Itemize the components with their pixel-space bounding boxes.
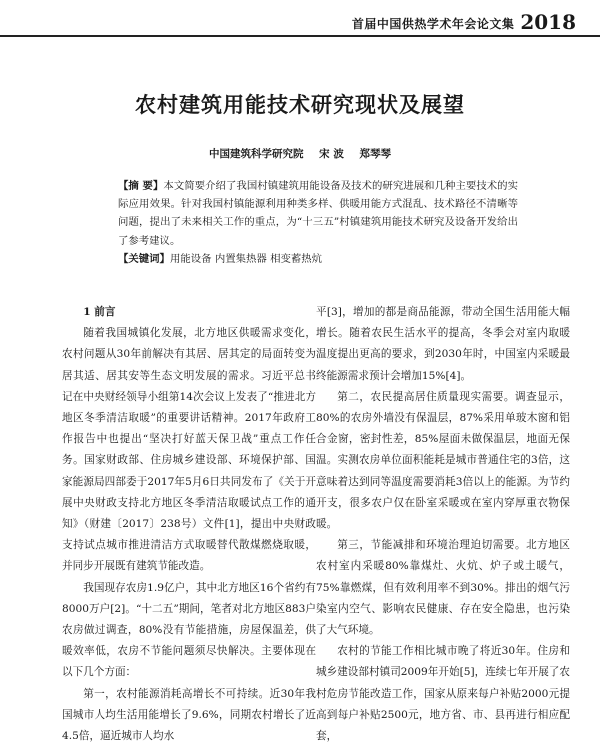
author-2: 郑琴琴 (359, 148, 391, 160)
body-paragraph: 第一，农村能源消耗高增长不可持续。近30年我国城市人均生活用能增长了9.6%，同期农村增长了近4.5倍，逼近城市人均水 (62, 687, 316, 743)
abstract-text: 本文简要介绍了我国村镇建筑用能设备及技术的研究进展和几种主要技术的实际应用效果。针对我国村镇能源利用种类多样、供暖用能方式混乱、技术路径不清晰等问题，提出了未来相关工作的重点，为“十三五”村镇建筑用能技术研究及设备开发给出了参考建议。 (118, 180, 518, 247)
keywords-line (118, 250, 518, 268)
body-paragraph: 第二，农民提高居住质量现实需要。调查显示，80%的农房外墙没有保温层，87%采用单玻木窗和铝合金窗，密封性差，85%屋面未做保温层，地面无保温。实测农房单位面积能耗是城市普通住宅的3倍，这意味着达到同等温度需要消耗3倍以上的能源。为节约开支，很多农户仅在卧室采暖或在室内穿厚重衣物保暖。 (316, 390, 570, 531)
author-line (0, 146, 600, 161)
proceedings-title: 首届中国供热学术年会论文集 (351, 17, 515, 31)
affiliation: 中国建筑科学研究院 (209, 148, 304, 160)
body-paragraph: 随着我国城镇化发展，北方地区供暖需求变化，农村问题从30年前解决有其居、居其定的局面转变为居其适、居其安等生态文明发展的需求。习近平总书记在中央财经领导小组第14次会议上发表了“推进北方地区冬季清洁取暖”的重要讲话精神。2017年政府工作报告中也提出“坚决打好蓝天保卫战”重点工作任务。国家财政部、住房城乡建设部、环境保护部、国家能源局四部委于2017年5月6日共同发布了《关于开展中央财政支持北方地区冬季清洁取暖试点工作的通知》（财建〔2017〕238号）文件[1]，提出中央财政支持试点城市推进清洁方式取暖替代散煤燃烧取暖，并同步开展既有建筑节能改造。 (62, 327, 316, 573)
header-rule (0, 35, 600, 37)
author-1: 宋 波 (319, 148, 344, 160)
body-paragraph: 我国现存农房1.9亿户，其中北方地区16个省约有8000万户[2]。“十二五”期间，笔者对北方地区883户农房做过调查，80%没有节能措施，房屋保温差，供暖效率低，农房不节能问题须尽快解决。主要体现在以下几个方面： (62, 581, 316, 679)
running-header (352, 8, 576, 32)
body-column-left (62, 302, 316, 747)
paper-title: 农村建筑用能技术研究现状及展望 (135, 93, 465, 117)
keywords-label: 【关键词】 (118, 252, 170, 265)
abstract-block (118, 177, 518, 268)
keywords-text: 用能设备 内置集热器 相变蓄热炕 (169, 252, 323, 265)
abstract-label: 【摘 要】 (118, 180, 164, 192)
body-paragraph: 第三，节能减排和环境治理迫切需要。北方地区农村室内采暖80%靠煤灶、火炕、炉子或土暖气，75%靠燃煤，但有效利用率不到30%。排出的烟气污染室内空气、影响农民健康、存在安全隐患，也污染了大气环境。 (316, 539, 570, 637)
section-heading: 1 前言 (83, 306, 116, 318)
body-column-right (316, 302, 570, 747)
body-paragraph-continued: 平[3]，增加的都是商品能源，带动全国生活用能大幅增长。随着农民生活水平的提高，冬季会对室内取暖温度提出更高的要求，到2030年时，中国室内采暖最终能源需求预计会增加15%[4]。 (316, 306, 570, 382)
abstract-paragraph (118, 177, 518, 250)
proceedings-year: 2018 (520, 10, 576, 34)
body-paragraph: 农村的节能工作相比城市晚了将近30年。住房和城乡建设部村镇司2009年开始[5]，连续七年开展了农村危房节能改造工作，国家从原来每户补贴2000元提高到每户补贴2500元，地方省、市、县再进行相应配套， (316, 645, 570, 743)
